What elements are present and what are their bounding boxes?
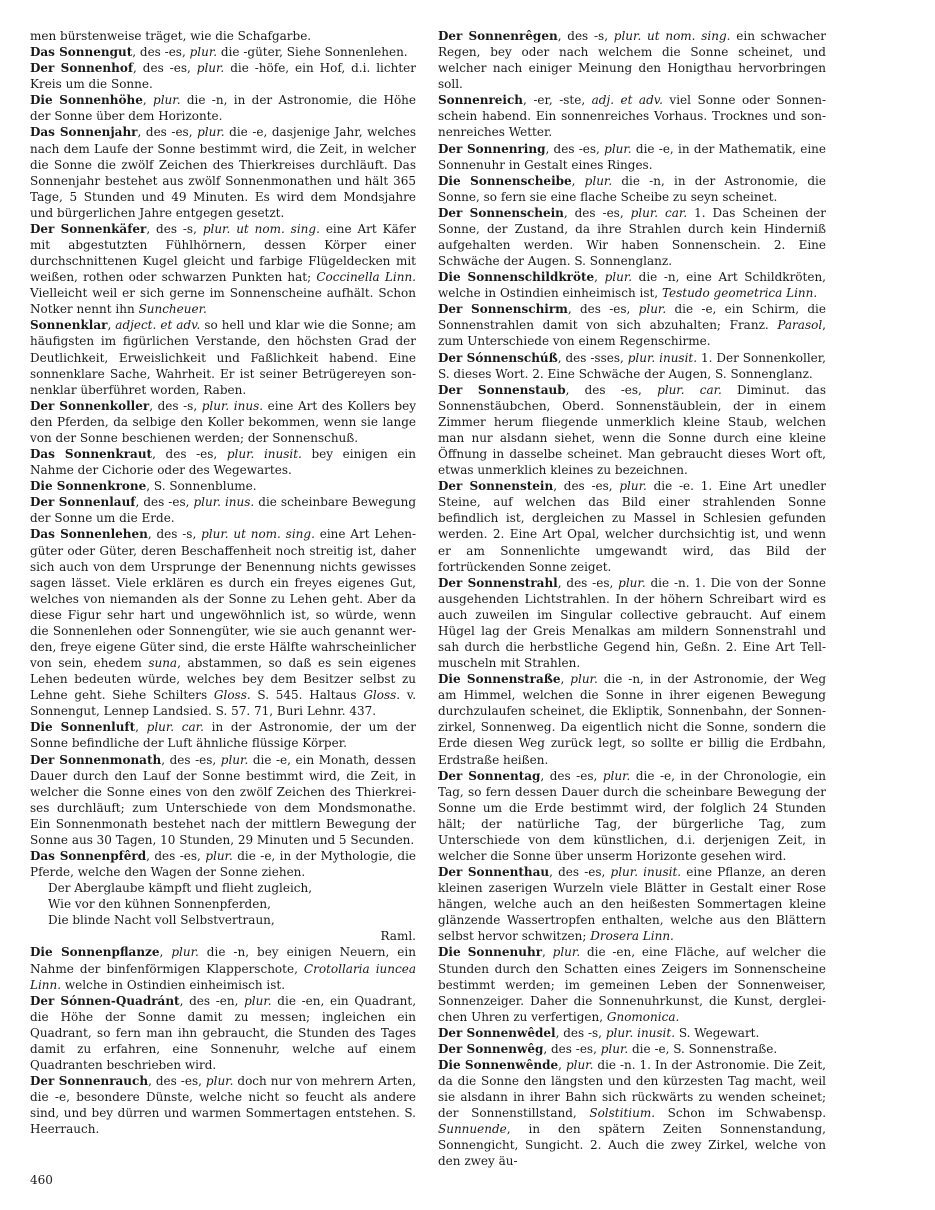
- entry-italic-text: Coccinella Linn.: [316, 270, 416, 285]
- dictionary-entry: [438, 382, 826, 478]
- dictionary-entry: [30, 494, 416, 526]
- page-number: 460: [30, 1173, 53, 1187]
- entry-text: Schon im Schwabensp.: [655, 1106, 827, 1121]
- entry-headword: Das Sonnenjahr: [30, 125, 138, 140]
- entry-italic-text: Crotollaria iuncea Linn.: [30, 961, 416, 992]
- entry-text: eine Art Käfer mit abgestutzten Fühlhörnern, dessen Körper einer durchschnittenen Kugel gleicht und farbige Flügeldecken mit weißen, rothen oder schwarzen Punkten hat;: [30, 221, 417, 285]
- entry-text: , in den spätern Zeiten Sonnenstandung, Sonnengicht, Sungicht. 2. Auch die zwey Zirkel, welche von den zwey äu-: [438, 1122, 826, 1169]
- entry-text: die -güter, Siehe Sonnenlehen.: [217, 45, 408, 60]
- entry-italic-text: Testudo geometrica Linn.: [661, 286, 818, 301]
- entry-text: , S. Sonnenblume.: [146, 479, 257, 494]
- dictionary-entry: [438, 944, 826, 1024]
- entry-text: Diminut. das Sonnenstäubchen, Oberd. Sonnenstäublein, der in einem Zimmer herum fliegende unmerklich kleine Staub, welchen man nur alsdann siehet, wenn die Sonne durch eine kleine Öffnung in dasselbe scheinet. Man gebraucht dieses Wort oft, etwas unmerklich kleines zu bezeichnen.: [438, 382, 826, 478]
- dictionary-entry: [30, 92, 416, 124]
- entry-headword: Der Sonnenthau: [438, 865, 550, 880]
- entry-italic-text: plur.: [565, 1058, 594, 1072]
- entry-text: , des -s,: [146, 221, 203, 236]
- entry-italic-text: plur.: [552, 945, 581, 960]
- entry-headword: Das Sonnenkraut: [30, 447, 153, 462]
- entry-italic-text: plur.: [618, 575, 646, 590]
- entry-text: die -e, in der Mathematik, eine Sonnenuhr in Gestalt eines Ringes.: [438, 141, 827, 172]
- entry-text: , des -es,: [549, 865, 611, 880]
- entry-text: die -e. 1. Eine Art unedler Steine, auf welchen das Bild einer strahlenden Sonne befindlich ist, dergleichen zu Massel in Schlesien gefunden werden. 2. Eine Art Opal, welcher durchsichtig ist, und wenn er am Sonnenlichte umgewandt wird, das Bild der fortrückenden Sonne zeiget.: [438, 479, 827, 574]
- entry-headword: Sonnenreich: [438, 93, 524, 108]
- entry-headword: Der Sonnenring: [438, 141, 546, 156]
- verse-line: Die blinde Nacht voll Selbstvertraun,: [48, 913, 275, 928]
- dictionary-entry: [438, 1057, 826, 1170]
- dictionary-entry: [438, 205, 826, 269]
- entry-text: eine Art des Kollers bey den Pferden, da selbige den Koller bekommen, wenn sie lange von der Sonne beschienen werden; der Sonnenschuß.: [30, 398, 417, 445]
- entry-text: , des -es,: [137, 125, 198, 140]
- entry-italic-text: Suncheuer.: [138, 302, 207, 317]
- entry-italic-text: plur. ut nom. sing.: [201, 527, 315, 542]
- entry-italic-text: plur.: [196, 61, 225, 76]
- entry-italic-text: plur. car.: [657, 382, 722, 397]
- entry-text: men bürstenweise träget, wie die Schafgarbe.: [30, 29, 312, 43]
- entry-text: eine Pflanze, an deren kleinen zaserigen Wurzeln viele Blätter in Gestalt einer Rose hängen, welche auch an den heißesten Sommertagen kleine glänzende Wassertropfen enthalten, welche aus den Blättern selbst hervor schwitzen;: [438, 865, 826, 944]
- entry-text: , abstammen, so daß es sein eigenes Lehen bedeuten würde, welches bey dem Besitzer selbst zu Lehne geht. Siehe Schilters: [30, 656, 416, 703]
- entry-italic-text: plur.: [638, 302, 667, 317]
- entry-text: die -e, ein Monath, dessen Dauer durch den Lauf der Sonne bestimmt wird, die Zeit, in welcher die Sonne eines von den zwölf Zeichen des Thierkreises durchläuft; zum Unterschiede von dem Mondsmonathe. Ein Sonnenmonath bestehet nach der mittlern Bewegung der Sonne aus 30 Tagen, 10 Stunden, 29 Minuten und 5 Secunden.: [30, 752, 416, 847]
- dictionary-entry: [438, 864, 826, 944]
- entry-text: , des -es,: [553, 479, 620, 494]
- entry-headword: Der Sónnenschúß: [438, 350, 558, 365]
- entry-italic-text: plur.: [604, 141, 632, 156]
- entry-text: , des -s,: [149, 398, 202, 413]
- entry-text: , des -s,: [147, 527, 202, 542]
- entry-headword: Die Sonnenhöhe: [30, 93, 143, 108]
- entry-italic-text: plur.: [205, 848, 233, 863]
- dictionary-entry: [30, 317, 416, 397]
- entry-headword: Sonnenklar: [30, 318, 108, 333]
- dictionary-entry: [30, 719, 416, 751]
- entry-text: ,: [159, 945, 172, 960]
- entry-text: , des -es,: [133, 61, 197, 76]
- entry-text: ,: [135, 720, 147, 735]
- entry-headword: Das Sonnengut: [30, 45, 133, 60]
- entry-italic-text: plur.: [189, 45, 218, 60]
- entry-text: , des -s,: [557, 29, 614, 43]
- entry-headword: Der Sonnenhof: [30, 61, 134, 76]
- entry-text: welche in Ostindien einheimisch ist.: [61, 977, 286, 992]
- entry-italic-text: suna: [148, 656, 178, 671]
- entry-text: so hell und klar wie die Sonne; am häufigsten im figürlichen Verstande, den höchsten Grad der Deutlichkeit, Erweislichkeit und Faßlichkeit habend. Eine sonnenklare Sache, Wahrheit. Er ist seiner Betrügereyen sonnenklar überführet worden, Raben.: [30, 318, 416, 397]
- entry-headword: Der Sonnenstaub: [438, 382, 566, 397]
- entry-headword: Der Sonnenmonath: [30, 752, 162, 767]
- entry-text: die -n. 1. Die von der Sonne ausgehenden Lichtstrahlen. In der höhern Schreibart wird es auch zuweilen im Singular collective gebraucht. Auf einem Hügel lag der Greis Menalkas am mildern Sonnenstrahl und sah durch die herbstliche Gegend hin, Geßn. 2. Eine Art Tellmuscheln mit Strahlen.: [438, 575, 827, 671]
- entry-text: ein schwacher Regen, bey oder nach welchem die Sonne scheinet, und welcher nach einiger Meinung den Honigthau hervorbringen soll.: [438, 29, 827, 92]
- entry-italic-text: plur. inusit.: [605, 1025, 676, 1040]
- entry-text: die -n, bey einigen Neuern, ein Nahme der binfenförmigen Klapperschote,: [30, 945, 416, 976]
- entry-text: , des -es,: [148, 1074, 206, 1089]
- entry-text: ,: [560, 672, 571, 687]
- entry-text: 1. Der Sonnenkoller, S. dieses Wort. 2. Eine Schwäche der Augen, S. Sonnenglanz.: [438, 350, 826, 381]
- dictionary-entry: [438, 173, 826, 205]
- dictionary-entry: [438, 28, 826, 92]
- entry-text: die -n, eine Art Schildkröten, welche in Ostindien einheimisch ist,: [438, 270, 826, 301]
- entry-italic-text: plur.: [619, 479, 647, 494]
- entry-italic-text: plur.: [244, 993, 272, 1008]
- entry-headword: Die Sonnenpflanze: [30, 945, 160, 960]
- dictionary-entry: [30, 124, 416, 220]
- entry-text: in der Astronomie, der um der Sonne befindliche der Luft ähnliche flüssige Körper.: [30, 720, 416, 751]
- entry-italic-text: plur.: [220, 752, 249, 767]
- dictionary-entry: [438, 478, 826, 574]
- entry-italic-text: plur.: [604, 270, 633, 285]
- entry-headword: Der Sonnenschein: [438, 205, 564, 220]
- entry-text: die -e, dasjenige Jahr, welches nach dem Laufe der Sonne bestimmt wird, die Zeit, in welcher die Sonne die zwölf Zeichen des Thierkreises durchläuft. Das Sonnenjahr bestehet aus zwölf Sonnenmonathen und hält 365 Tage, 5 Stunden und 49 Minuten. Es wird dem Mondsjahre und bürgerlichen Jahre entgegen gesetzt.: [30, 125, 416, 220]
- entry-text: doch nur von mehrern Arten, die -e, besondere Dünste, welche nicht so feucht als andere sind, und bey dürren und warmen Sommertagen entstehen. S. Heerrauch.: [30, 1074, 417, 1137]
- entry-text: , des -en,: [179, 993, 245, 1008]
- dictionary-entry: [30, 446, 416, 478]
- entry-text: die -n. 1. In der Astronomie. Die Zeit, da die Sonne den längsten und den kürzesten Tag macht, weil sie alsdann in ihrer Bahn sich rückwärts zu wenden scheinet; der Sonnenstillstand,: [438, 1058, 826, 1121]
- entry-text: die -e, in der Chronologie, ein Tag, so fern dessen Dauer durch die scheinbare Bewegung der Sonne um die Erde bestimmt wird, der folglich 24 Stunden hält; der natürliche Tag, der bürgerliche Tag, zum Unterschiede von dem künstlichen, d.i. derjenigen Zeit, in welcher die Sonne über unserm Horizonte gesehen wird.: [438, 768, 827, 863]
- left-column: [30, 28, 416, 1137]
- entry-italic-text: plur.: [584, 173, 613, 188]
- dictionary-entry: [30, 993, 416, 1073]
- entry-headword: Der Sonnentag: [438, 768, 541, 783]
- entry-headword: Die Sonnenkrone: [30, 479, 147, 494]
- entry-text: die -e, in der Mythologie, die Pferde, welche den Wagen der Sonne ziehen.: [30, 848, 417, 880]
- verse-author: Raml.: [380, 929, 416, 944]
- entry-italic-text: plur. ut nom. sing.: [202, 221, 320, 236]
- entry-headword: Die Sonnenluft: [30, 720, 136, 735]
- dictionary-entry: [30, 848, 416, 880]
- entry-italic-text: plur. inusit.: [627, 350, 698, 365]
- entry-italic-text: Gloss.: [213, 688, 251, 703]
- entry-text: die -n, in der Astronomie, die Sonne, so fern sie eine flache Scheibe zu seyn scheinet.: [438, 173, 826, 204]
- dictionary-entry: [438, 141, 826, 173]
- entry-text: Vielleicht weil er sich gerne im Sonnenscheine aufhält. Schon Notker nennt ihn: [30, 286, 416, 317]
- dictionary-entry: [30, 752, 416, 848]
- dictionary-entry: [438, 671, 826, 767]
- verse-line: Der Aberglaube kämpft und flieht zugleich,: [48, 881, 313, 896]
- dictionary-entry: [438, 350, 826, 382]
- entry-text: die -n, in der Astronomie, die Höhe der Sonne über dem Horizonte.: [30, 93, 417, 124]
- entry-italic-text: plur.: [197, 125, 225, 140]
- entry-headword: Das Sonnenpfêrd: [30, 848, 147, 863]
- entry-italic-text: plur.: [153, 93, 181, 108]
- entry-text: ,: [594, 270, 605, 285]
- entry-text: ,: [142, 93, 154, 108]
- entry-text: v. Sonnengut, Lennep Landsied. S. 57. 71, Buri Lehnr. 437.: [30, 688, 417, 719]
- entry-italic-text: plur. inus.: [193, 495, 255, 510]
- entry-text: S. Wegewart.: [675, 1025, 760, 1040]
- entry-headword: Die Sonnenuhr: [438, 945, 543, 960]
- entry-text: , des -es,: [565, 382, 658, 397]
- entry-text: , des -es,: [545, 141, 605, 156]
- entry-italic-text: plur. inusit.: [226, 447, 302, 462]
- entry-italic-text: plur. inusit.: [610, 865, 682, 880]
- dictionary-entry: [30, 478, 416, 494]
- entry-italic-text: adj. et adv.: [591, 93, 663, 108]
- entry-text: die -n, in der Astronomie, der Weg am Himmel, welchen die Sonne in ihrer eigenen Bewegung durchzulaufen scheinet, die Ekliptik, Sonnenbahn, der Sonnenzirkel, Sonnenweg. Da eigentlich nicht die Sonne, sondern die Erde diesen Weg zurück legt, so sollte er billig die Erdbahn, Erdstraße heißen.: [438, 672, 827, 767]
- entry-text: , des -sses,: [557, 350, 628, 365]
- dictionary-entry: [30, 60, 416, 92]
- entry-headword: Der Sonnenstrahl: [438, 575, 558, 590]
- entry-italic-text: plur. car.: [146, 720, 204, 735]
- entry-text: , des -s,: [555, 1025, 606, 1040]
- entry-text: , des -es,: [132, 45, 190, 60]
- entry-text: eine Art Lehengüter oder Güter, deren Beschaffenheit noch streitig ist, daher sich auch von dem Ursprunge der Benennung nichts gewisses sagen lässet. Viele erklären es durch ein freyes eigenes Gut, welches von niemanden als der Sonne zu Lehen geht. Aber da diese Figur sehr hart und ungewöhnlich ist, so würde, wenn die Sonnenlehen oder Sonnengüter, wie sie auch genannt werden, freye eigene Güter sind, die erste Hälfte wahrscheinlicher von sein, ehedem: [30, 527, 417, 671]
- entry-headword: Das Sonnenlehen: [30, 527, 148, 542]
- entry-text: , des -es,: [540, 768, 603, 783]
- entry-text: ,: [571, 173, 585, 188]
- entry-text: , des -es,: [135, 495, 194, 510]
- entry-italic-text: plur.: [600, 1041, 629, 1056]
- entry-text: , des -es,: [567, 302, 639, 317]
- entry-text: , zum Unterschiede von einem Regenschirme.: [438, 318, 826, 349]
- entry-text: ,: [542, 945, 553, 960]
- entry-text: 1. Das Scheinen der Sonne, der Zustand, da ihre Strahlen durch kein Hinderniß aufgehalten werden. Wir haben Sonnenschein. 2. Eine Schwäche der Augen. S. Sonnenglanz.: [438, 205, 827, 269]
- entry-italic-text: plur. ut nom. sing.: [613, 29, 731, 43]
- entry-text: , des -es,: [563, 205, 631, 220]
- entry-headword: Der Sónnen-Quadránt: [30, 993, 180, 1008]
- entry-text: ,: [558, 1058, 566, 1072]
- dictionary-entry: [438, 768, 826, 864]
- dictionary-entry: [438, 1041, 826, 1057]
- entry-headword: Die Sonnenwênde: [438, 1058, 559, 1072]
- entry-text: bey einigen ein Nahme der Cichorie oder des Wegewartes.: [30, 447, 416, 478]
- entry-italic-text: Drosera Linn.: [590, 929, 674, 944]
- entry-italic-text: adject. et adv.: [115, 318, 201, 333]
- entry-italic-text: Gnomonica.: [606, 1009, 680, 1024]
- dictionary-entry: [30, 1073, 416, 1137]
- dictionary-entry: [30, 944, 416, 992]
- entry-text: , des -es,: [152, 447, 227, 462]
- entry-text: , des -es,: [557, 575, 619, 590]
- entry-italic-text: plur. inus.: [201, 398, 264, 413]
- entry-headword: Der Sonnenlauf: [30, 495, 136, 510]
- entry-text: S. 545. Haltaus: [250, 688, 364, 703]
- entry-text: die -e, ein Schirm, die Sonnenstrahlen damit von sich abzuhalten; Franz.: [438, 302, 826, 333]
- entry-italic-text: plur.: [205, 1074, 234, 1089]
- dictionary-entry: [438, 1025, 826, 1041]
- entry-text: die -höfe, ein Hof, d.i. lichter Kreis um die Sonne.: [30, 61, 417, 92]
- entry-text: , des -es,: [543, 1041, 601, 1056]
- entry-italic-text: Solstitium.: [589, 1106, 656, 1121]
- dictionary-entry: [438, 301, 826, 349]
- dictionary-entry: [30, 44, 416, 60]
- entry-italic-text: plur.: [570, 672, 598, 687]
- entry-text: ,: [107, 318, 116, 333]
- entry-italic-text: Parasol: [777, 318, 823, 333]
- entry-italic-text: plur. car.: [630, 205, 688, 220]
- entry-text: viel Sonne oder Sonnenschein habend. Ein sonnenreiches Vorhaus. Trocknes und sonnenreiches Wetter.: [438, 93, 826, 140]
- entry-italic-text: Gloss.: [363, 688, 401, 703]
- dictionary-entry: [438, 92, 826, 140]
- dictionary-entry: [30, 398, 416, 446]
- dictionary-entry: [438, 269, 826, 301]
- entry-text: , des -es,: [161, 752, 221, 767]
- entry-headword: Die Sonnenscheibe: [438, 173, 572, 188]
- right-column: [438, 28, 826, 1170]
- entry-text: die -en, eine Fläche, auf welcher die Stunden durch den Schatten eines Zeigers im Sonnenscheine bestimmt werden; im gemeinen Leben der Sonnenweiser, Sonnenzeiger. Daher die Sonnenuhrkunst, die Kunst, dergleichen Uhren zu verfertigen,: [438, 945, 826, 1024]
- entry-text: , des -es,: [146, 848, 206, 863]
- dictionary-entry: [30, 28, 416, 44]
- entry-text: die scheinbare Bewegung der Sonne um die Erde.: [30, 495, 417, 526]
- entry-text: , -er, -ste,: [523, 93, 592, 108]
- entry-headword: Der Sonnenkoller: [30, 398, 150, 413]
- entry-headword: Der Sonnenstein: [438, 479, 554, 494]
- entry-headword: Der Sonnenkäfer: [30, 221, 147, 236]
- entry-text: die -en, ein Quadrant, die Höhe der Sonne damit zu messen; ingleichen ein Quadrant, so fern man ihn gebraucht, die Stunden des Tages damit zu erfahren, eine Sonnenuhr, welche auf einem Quadranten beschrieben wird.: [30, 993, 417, 1072]
- entry-italic-text: plur.: [602, 768, 631, 783]
- entry-headword: Der Sonnenwêdel: [438, 1025, 556, 1040]
- entry-headword: Der Sonnenwêg: [438, 1041, 544, 1056]
- entry-text: die -e, S. Sonnenstraße.: [628, 1041, 778, 1056]
- entry-headword: Der Sonnenschirm: [438, 302, 568, 317]
- entry-headword: Die Sonnenstraße: [438, 672, 561, 687]
- dictionary-entry: [438, 575, 826, 671]
- dictionary-entry: [30, 526, 416, 719]
- entry-headword: Der Sonnenrauch: [30, 1074, 149, 1089]
- verse-line: Wie vor den kühnen Sonnenpferden,: [48, 897, 271, 912]
- entry-headword: Der Sonnenrêgen: [438, 29, 558, 43]
- entry-italic-text: plur.: [171, 945, 199, 960]
- entry-headword: Die Sonnenschildkröte: [438, 270, 595, 285]
- dictionary-entry: [30, 221, 416, 317]
- entry-italic-text: Sunnuende: [438, 1122, 507, 1137]
